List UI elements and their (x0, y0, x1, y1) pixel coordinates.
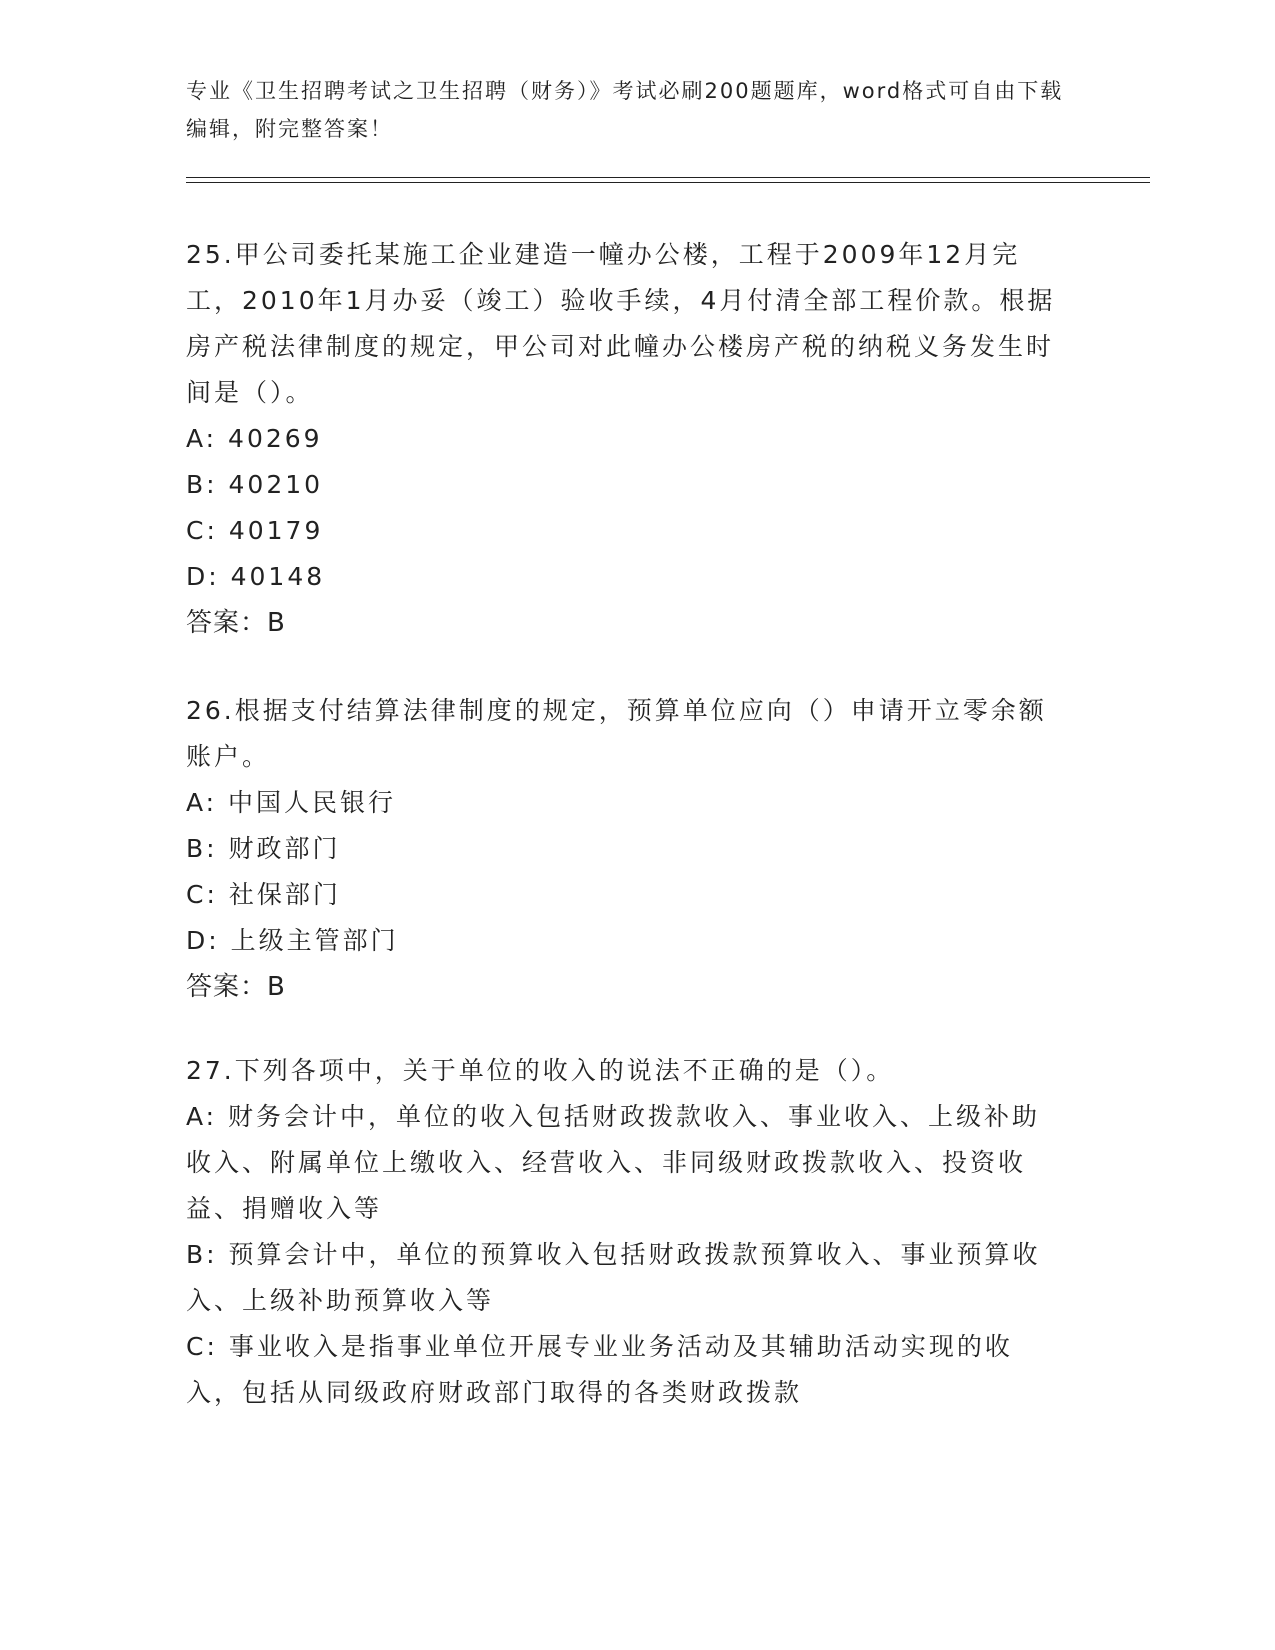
header-divider-top (186, 177, 1150, 178)
option-a: A: 财务会计中，单位的收入包括财政拨款收入、事业收入、上级补助收入、附属单位上缴收入、经营收入、非同级财政拨款收入、投资收益、捐赠收入等 (186, 1102, 1041, 1223)
question-stem: 27.下列各项中，关于单位的收入的说法不正确的是（）。 (186, 1056, 895, 1085)
document-header: 专业《卫生招聘考试之卫生招聘（财务）》考试必刷200题题库，word格式可自由下载编辑，附完整答案！ (186, 79, 1064, 141)
option-a: A: 40269 (186, 424, 323, 453)
question-26 (186, 688, 1066, 1010)
answer: 答案：B (186, 972, 286, 1002)
option-d: D: 40148 (186, 562, 326, 591)
option-a: A: 中国人民银行 (186, 788, 397, 817)
option-c: C: 事业收入是指事业单位开展专业业务活动及其辅助活动实现的收入，包括从同级政府财政部门取得的各类财政拨款 (186, 1332, 1013, 1407)
header-divider-bottom (186, 182, 1150, 183)
option-b: B: 预算会计中，单位的预算收入包括财政拨款预算收入、事业预算收入、上级补助预算收入等 (186, 1240, 1041, 1315)
option-c: C: 40179 (186, 516, 324, 545)
option-b: B: 40210 (186, 470, 324, 499)
question-stem: 26.根据支付结算法律制度的规定，预算单位应向（）申请开立零余额账户。 (186, 696, 1047, 771)
answer: 答案：B (186, 608, 286, 638)
option-b: B: 财政部门 (186, 834, 341, 863)
option-c: C: 社保部门 (186, 880, 341, 909)
question-stem: 25.甲公司委托某施工企业建造一幢办公楼，工程于2009年12月完工，2010年1月办妥（竣工）验收手续，4月付清全部工程价款。根据房产税法律制度的规定，甲公司对此幢办公楼房产税的纳税义务发生时间是（）。 (186, 240, 1056, 407)
question-25 (186, 232, 1066, 646)
option-d: D: 上级主管部门 (186, 926, 399, 955)
question-27 (186, 1048, 1066, 1416)
